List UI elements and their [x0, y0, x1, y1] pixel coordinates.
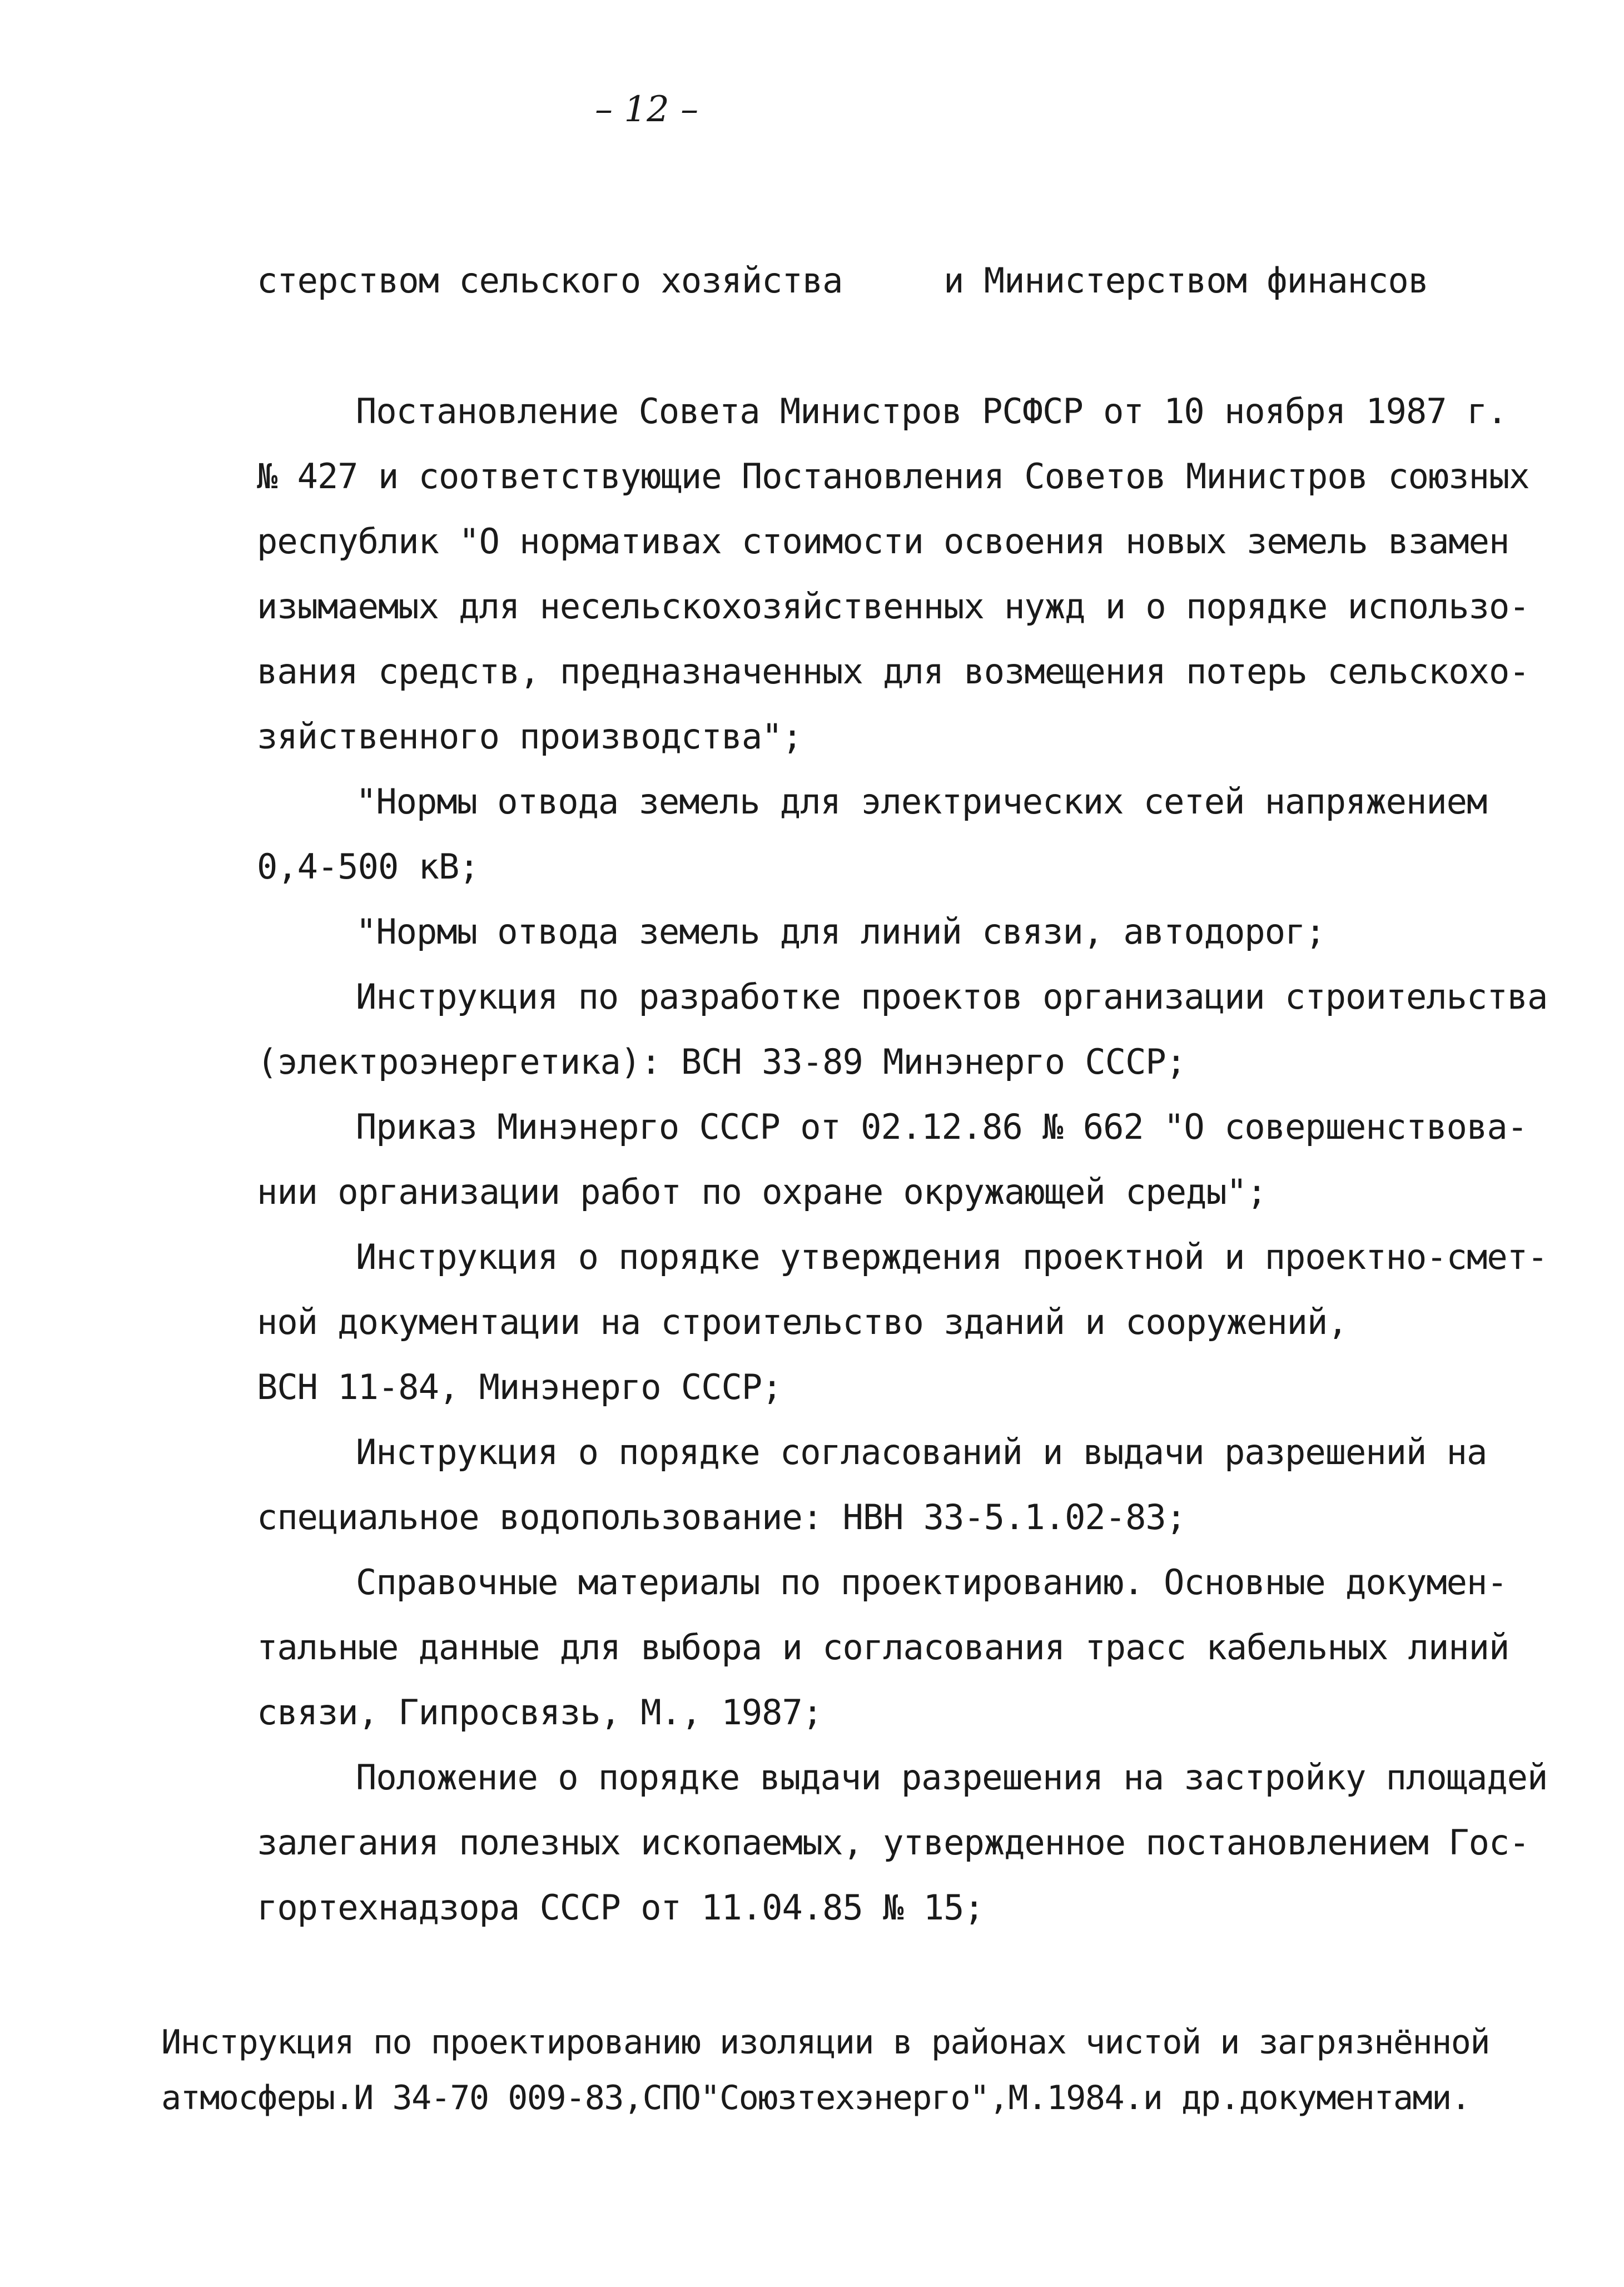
- text-line: зяйственного производства";: [257, 716, 802, 757]
- text-line: связи, Гипросвязь, М., 1987;: [257, 1692, 823, 1733]
- text-line: Приказ Минэнерго СССР от 02.12.86 № 662 "О совершенствова-: [356, 1107, 1527, 1147]
- text-line: Положение о порядке выдачи разрешения на застройку площадей: [356, 1757, 1548, 1798]
- text-line: Постановление Совета Министров РСФСР от 10 ноября 1987 г.: [356, 391, 1507, 431]
- text-line: республик "О нормативах стоимости освоения новых земель взамен: [257, 521, 1509, 562]
- text-line: гортехнадзора СССР от 11.04.85 № 15;: [257, 1887, 984, 1928]
- text-line: Инструкция о порядке согласований и выдачи разрешений на: [356, 1432, 1487, 1472]
- text-line: ной документации на строительство зданий и сооружений,: [257, 1302, 1348, 1342]
- text-line: (электроэнергетика): ВСН 33-89 Минэнерго СССР;: [257, 1041, 1186, 1082]
- text-line: Инструкция о порядке утверждения проектной и проектно-смет-: [356, 1237, 1548, 1277]
- text-line: залегания полезных ископаемых, утвержденное постановлением Гос-: [257, 1822, 1529, 1863]
- text-line: Инструкция по разработке проектов организации строительства: [356, 976, 1548, 1017]
- footer-line: атмосферы.И 34-70 009-83,СПО"Союзтехэнерго",М.1984.и др.документами.: [161, 2078, 1471, 2117]
- text-line: стерством сельского хозяйства и Министерством финансов: [257, 260, 1428, 301]
- text-line: нии организации работ по охране окружающей среды";: [257, 1172, 1267, 1212]
- text-line: "Нормы отвода земель для линий связи, автодорог;: [356, 911, 1325, 952]
- text-line: 0,4-500 кВ;: [257, 846, 479, 887]
- footer-line: Инструкция по проектированию изоляции в районах чистой и загрязнённой: [161, 2023, 1489, 2062]
- text-line: Справочные материалы по проектированию. Основные докумен-: [356, 1562, 1507, 1603]
- text-line: тальные данные для выбора и согласования трасс кабельных линий: [257, 1627, 1509, 1668]
- page-number: – 12 –: [595, 89, 699, 130]
- text-line: "Нормы отвода земель для электрических сетей напряжением: [356, 781, 1487, 822]
- text-line: № 427 и соответствующие Постановления Советов Министров союзных: [257, 456, 1529, 497]
- text-line: изымаемых для несельскохозяйственных нужд и о порядке использо-: [257, 586, 1529, 627]
- text-line: вания средств, предназначенных для возмещения потерь сельскохо-: [257, 651, 1529, 692]
- text-line: ВСН 11-84, Минэнерго СССР;: [257, 1367, 782, 1407]
- text-line: специальное водопользование: НВН 33-5.1.02-83;: [257, 1497, 1186, 1537]
